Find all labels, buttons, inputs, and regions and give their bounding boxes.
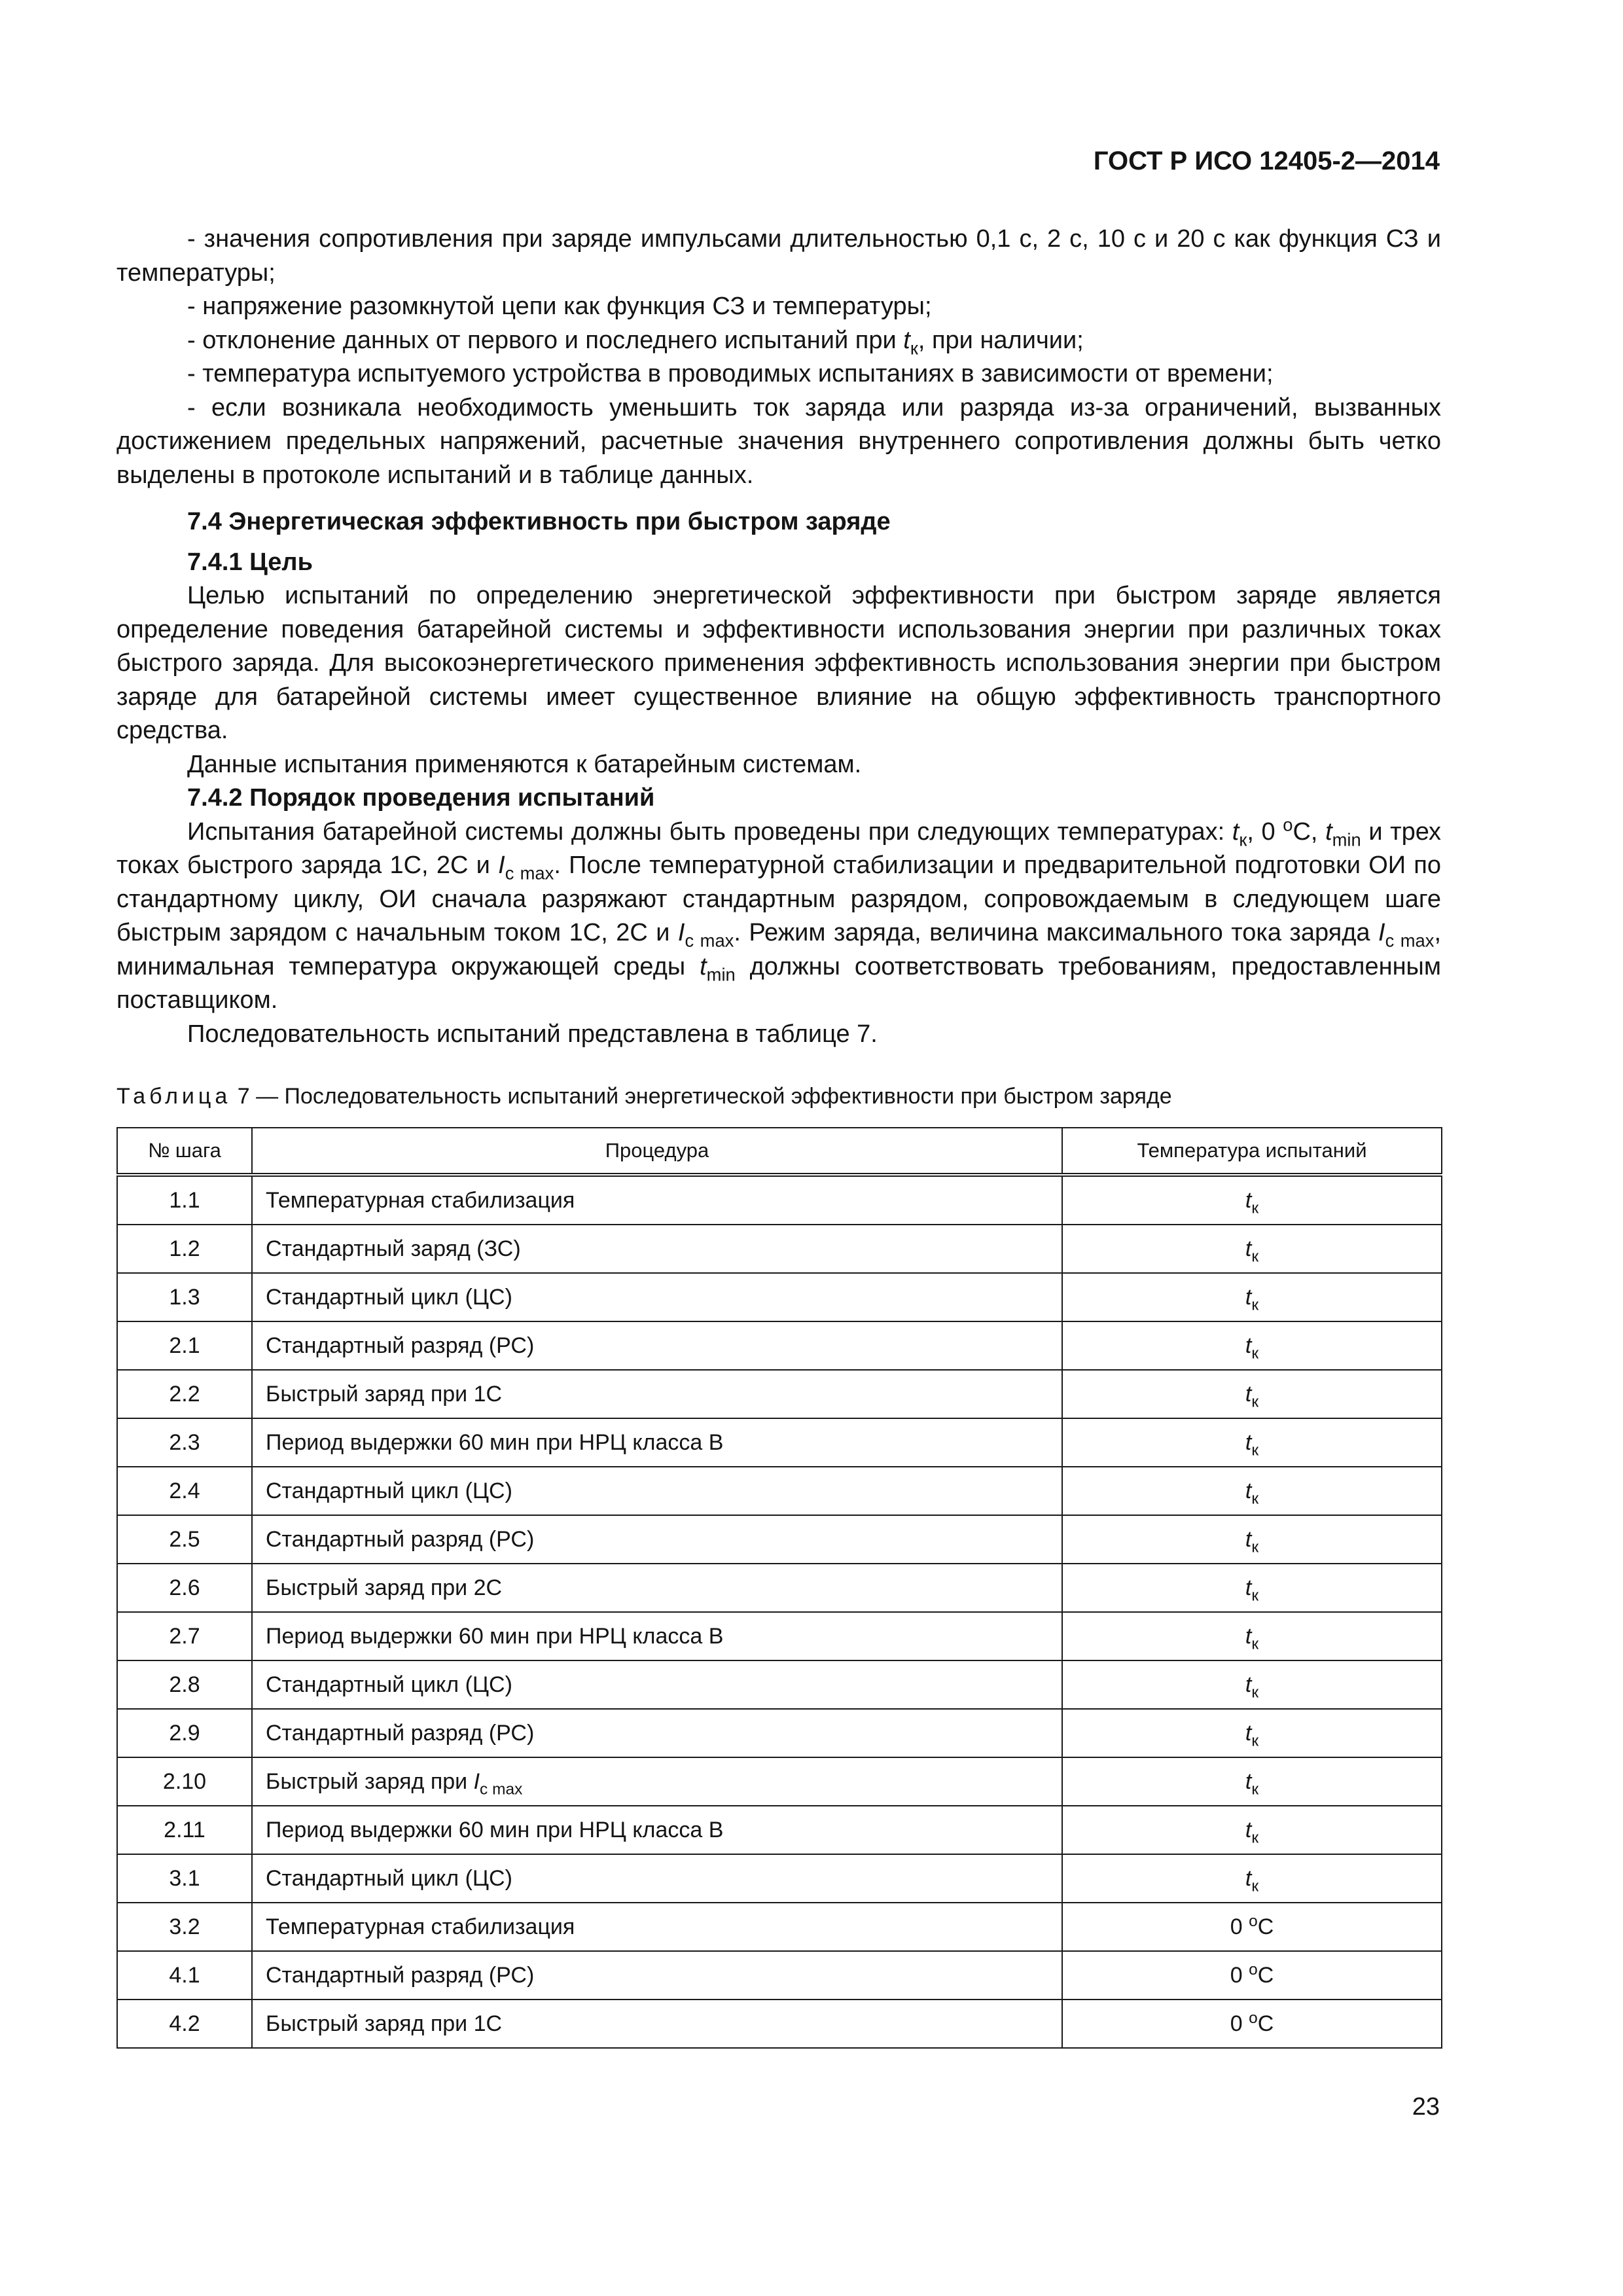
step-cell: 4.1 <box>117 1951 252 2000</box>
temperature-cell: $t_к$ <box>1062 1175 1442 1225</box>
step-cell: 2.6 <box>117 1564 252 1612</box>
procedure-cell: Стандартный заряд (ЗС) <box>252 1225 1062 1273</box>
step-cell: 2.3 <box>117 1418 252 1467</box>
temperature-cell: $t_к$ <box>1062 1370 1442 1418</box>
table-row <box>117 1321 1442 1370</box>
table-row <box>117 1418 1442 1467</box>
table-row <box>117 1903 1442 1951</box>
temperature-cell: 0 $^o$C <box>1062 1903 1442 1951</box>
temperature-cell: $t_к$ <box>1062 1806 1442 1854</box>
temperature-cell: $t_к$ <box>1062 1757 1442 1806</box>
table-caption: Таблица 7 — Последовательность испытаний энергетической эффективности при быстром заряде <box>116 1084 1172 1109</box>
paragraph-table-reference: Последовательность испытаний представлена в таблице 7. <box>187 1020 878 1048</box>
table-row <box>117 1709 1442 1757</box>
temperature-cell: 0 $^o$C <box>1062 2000 1442 2048</box>
procedure-cell: Стандартный цикл (ЦС) <box>252 1273 1062 1321</box>
procedure-cell: Период выдержки 60 мин при НРЦ класса В <box>252 1806 1062 1854</box>
column-header-step: № шага <box>117 1128 252 1175</box>
page-number: 23 <box>1412 2093 1440 2121</box>
procedure-cell: Температурная стабилизация <box>252 1903 1062 1951</box>
bullet-resistance: - значения сопротивления при заряде импульсами длительностью 0,1 с, 2 с, 10 с и 20 с как функция СЗ и температуры; <box>116 225 1441 287</box>
procedure-cell: Температурная стабилизация <box>252 1175 1062 1225</box>
step-cell: 2.2 <box>117 1370 252 1418</box>
column-header-procedure: Процедура <box>252 1128 1062 1175</box>
temperature-cell: $t_к$ <box>1062 1709 1442 1757</box>
step-cell: 2.10 <box>117 1757 252 1806</box>
section-heading-7-4-1: 7.4.1 Цель <box>187 548 313 576</box>
body-text <box>116 223 1441 1051</box>
procedure-cell: Период выдержки 60 мин при НРЦ класса В <box>252 1418 1062 1467</box>
paragraph-procedure: Испытания батарейной системы должны быть проведены при следующих температурах: $t_к$, 0 $^o$C, $t_{min}$ и трех токах быстрого заряда 1C, 2C и $I_{c max}$. После температурной стабилизации и предварительной подготовки ОИ по стандартному циклу, ОИ сначала разряжают стандартным разрядом, сопровождаемым в следующем шаге быстрым зарядом с начальным током 1C, 2C и $I_{c max}$. Режим заряда, величина максимального тока заряда $I_{c max}$, минимальная температура окружающей среды $t_{min}$ должны соответствовать требованиям, предоставленным поставщиком. <box>116 814 1442 1014</box>
table-row <box>117 1757 1442 1806</box>
step-cell: 3.1 <box>117 1854 252 1903</box>
table-row <box>117 1612 1442 1660</box>
temperature-cell: 0 $^o$C <box>1062 1951 1442 2000</box>
procedure-cell: Стандартный разряд (РС) <box>252 1515 1062 1564</box>
table-row <box>117 1951 1442 2000</box>
step-cell: 2.8 <box>117 1660 252 1709</box>
step-cell: 2.7 <box>117 1612 252 1660</box>
table-row <box>117 1660 1442 1709</box>
temperature-cell: $t_к$ <box>1062 1467 1442 1515</box>
table-row <box>117 1854 1442 1903</box>
table-row <box>117 1515 1442 1564</box>
step-cell: 2.9 <box>117 1709 252 1757</box>
procedure-cell: Стандартный разряд (РС) <box>252 1321 1062 1370</box>
paragraph-applicability: Данные испытания применяются к батарейным системам. <box>187 750 862 778</box>
procedure-cell: Стандартный цикл (ЦС) <box>252 1660 1062 1709</box>
temperature-cell: $t_к$ <box>1062 1612 1442 1660</box>
temperature-cell: $t_к$ <box>1062 1225 1442 1273</box>
paragraph-purpose: Целью испытаний по определению энергетической эффективности при быстром заряде является определение поведения батарейной системы и эффективности использования энергии при различных токах быстрого заряда. Для высокоэнергетического применения эффективность использования энергии при быстром заряде для батарейной системы имеет существенное влияние на общую эффективность транспортного средства. <box>116 582 1441 744</box>
bullet-current-reduction: - если возникала необходимость уменьшить ток заряда или разряда из-за ограничений, вызванных достижением предельных напряжений, расчетные значения внутреннего сопротивления должны быть четко выделены в протоколе испытаний и в таблице данных. <box>116 393 1441 489</box>
procedure-cell: Быстрый заряд при 2C <box>252 1564 1062 1612</box>
table-header-row <box>117 1128 1442 1175</box>
procedure-cell: Стандартный цикл (ЦС) <box>252 1467 1062 1515</box>
column-header-temperature: Температура испытаний <box>1062 1128 1442 1175</box>
temperature-cell: $t_к$ <box>1062 1273 1442 1321</box>
step-cell: 1.2 <box>117 1225 252 1273</box>
table-row <box>117 1273 1442 1321</box>
temperature-cell: $t_к$ <box>1062 1660 1442 1709</box>
table-row <box>117 1370 1442 1418</box>
step-cell: 4.2 <box>117 2000 252 2048</box>
table-row <box>117 1175 1442 1225</box>
temperature-cell: $t_к$ <box>1062 1564 1442 1612</box>
procedure-cell: Быстрый заряд при 1C <box>252 1370 1062 1418</box>
standard-designation: ГОСТ Р ИСО 12405-2—2014 <box>1093 147 1440 175</box>
procedure-cell: Стандартный разряд (РС) <box>252 1709 1062 1757</box>
step-cell: 1.1 <box>117 1175 252 1225</box>
step-cell: 2.5 <box>117 1515 252 1564</box>
procedure-cell: Быстрый заряд при $I_{c max}$ <box>252 1757 1062 1806</box>
temperature-cell: $t_к$ <box>1062 1854 1442 1903</box>
bullet-ocv: - напряжение разомкнутой цепи как функция СЗ и температуры; <box>187 293 932 320</box>
step-cell: 3.2 <box>117 1903 252 1951</box>
temperature-cell: $t_к$ <box>1062 1418 1442 1467</box>
table-row <box>117 2000 1442 2048</box>
test-sequence-table <box>116 1127 1441 2049</box>
step-cell: 2.11 <box>117 1806 252 1854</box>
table-row <box>117 1225 1442 1273</box>
bullet-deviation: - отклонение данных от первого и последнего испытаний при $t_к$, при наличии; <box>187 326 1084 359</box>
step-cell: 2.4 <box>117 1467 252 1515</box>
procedure-cell: Быстрый заряд при 1C <box>252 2000 1062 2048</box>
step-cell: 2.1 <box>117 1321 252 1370</box>
procedure-cell: Стандартный цикл (ЦС) <box>252 1854 1062 1903</box>
step-cell: 1.3 <box>117 1273 252 1321</box>
procedure-cell: Период выдержки 60 мин при НРЦ класса В <box>252 1612 1062 1660</box>
table-row <box>117 1564 1442 1612</box>
procedure-cell: Стандартный разряд (РС) <box>252 1951 1062 2000</box>
temperature-cell: $t_к$ <box>1062 1321 1442 1370</box>
temperature-cell: $t_к$ <box>1062 1515 1442 1564</box>
bullet-temperature: - температура испытуемого устройства в проводимых испытаниях в зависимости от времени; <box>187 360 1274 387</box>
table-row <box>117 1806 1442 1854</box>
table-row <box>117 1467 1442 1515</box>
section-heading-7-4-2: 7.4.2 Порядок проведения испытаний <box>187 784 655 812</box>
section-heading-7-4: 7.4 Энергетическая эффективность при быстром заряде <box>187 508 891 535</box>
